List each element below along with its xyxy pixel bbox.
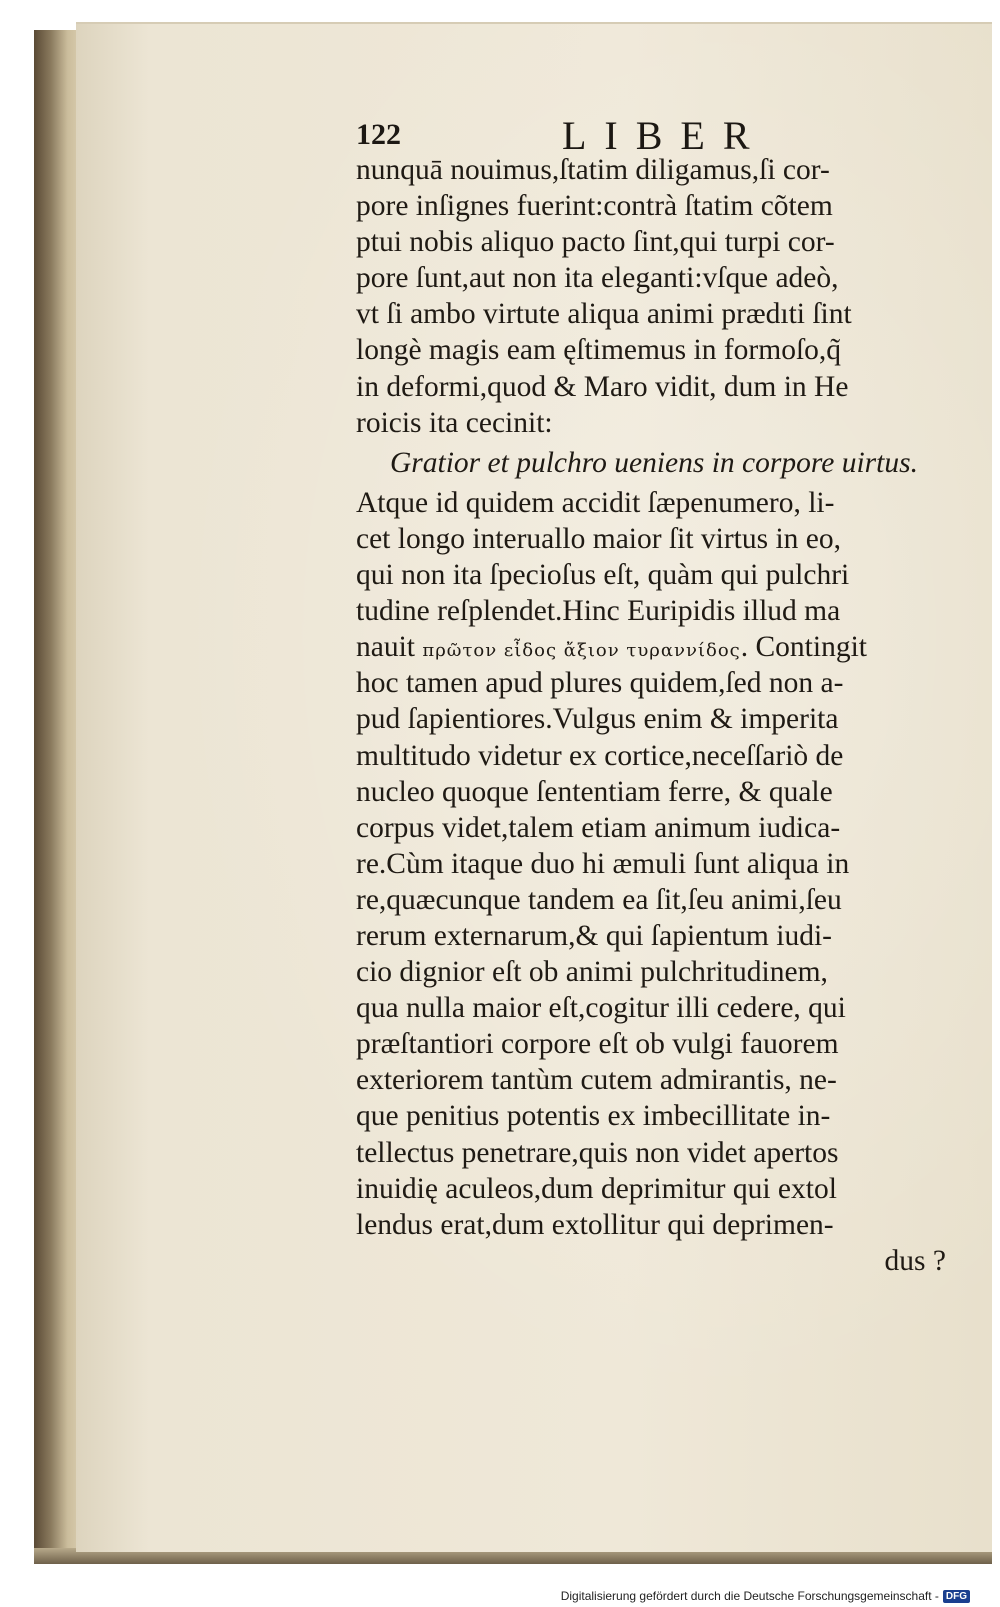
text-line: inuidię aculeos,dum deprimitur qui extol — [356, 1172, 837, 1205]
text-line: qui non ita ſpecioſus eſt, quàm qui pulchri — [356, 559, 850, 592]
text-line: pore inſignes fuerint:contrà ſtatim cõtem — [356, 190, 833, 223]
text-line: longè magis eam ęſtimemus in formoſo,q̃ — [356, 334, 842, 367]
text-line: rerum externarum,& qui ſapientum iudi- — [356, 919, 832, 952]
text-line: exteriorem tantùm cutem admirantis, ne- — [356, 1064, 837, 1097]
text-line: re,quæcunque tandem ea ſit,ſeu animi,ſeu — [356, 883, 842, 916]
footer-credit — [561, 1589, 970, 1603]
page-number: 122 — [356, 118, 401, 151]
text-line: vt ſi ambo virtute aliqua animi prædıti ſint — [356, 298, 852, 331]
greek-quotation-line — [356, 629, 956, 665]
text-line: in deformi,quod & Maro vidit, dum in He — [356, 370, 849, 403]
book-spine-edge — [34, 30, 82, 1558]
greek-line-prefix: nauit — [356, 631, 415, 664]
text-line: que penitius potentis ex imbecillitate in- — [356, 1100, 831, 1133]
credit-text: Digitalisierung gefördert durch die Deutsche Forschungsgemeinschaft - — [560, 1589, 939, 1603]
text-line: tellectus penetrare,quis non videt apertos — [356, 1136, 839, 1169]
greek-line-suffix: . Contingit — [740, 631, 867, 664]
text-line: ptui nobis aliquo pacto ſint,qui turpi cor- — [356, 226, 835, 259]
text-line: lendus erat,dum extollitur qui deprimen- — [356, 1208, 834, 1241]
text-block — [356, 152, 956, 1279]
dfg-logo: DFG — [943, 1590, 970, 1603]
text-line: qua nulla maior eſt,cogitur illi cedere, qui — [356, 992, 846, 1025]
text-line: cet longo interuallo maior ſit virtus in eo, — [356, 522, 842, 555]
text-line: nucleo quoque ſententiam ferre, & quale — [356, 775, 833, 808]
text-line: pore ſunt,aut non ita eleganti:vſque adeò, — [356, 262, 839, 295]
text-line: multitudo videtur ex cortice,neceſſariò de — [356, 739, 844, 772]
text-line: roicis ita cecinit: — [356, 406, 553, 439]
text-line: præſtantiori corpore eſt ob vulgi fauorem — [356, 1028, 839, 1061]
verse-quotation: Gratior et pulchro ueniens in corpore uirtus. — [390, 446, 918, 479]
text-line: hoc tamen apud plures quidem,ſed non a- — [356, 667, 844, 700]
text-line: Atque id quidem accidit ſæpenumero, li- — [356, 486, 835, 519]
text-line: tudine reſplendet.Hinc Euripidis illud ma — [356, 595, 841, 628]
catchword: dus ? — [884, 1244, 946, 1277]
text-line: corpus videt,talem etiam animum iudica- — [356, 811, 841, 844]
text-line: nunquā nouimus,ſtatim diligamus,ſi cor- — [356, 154, 830, 186]
text-line: cio dignior eſt ob animi pulchritudinem, — [356, 956, 828, 989]
running-title: LIBER — [562, 113, 768, 158]
text-line: pud ſapientiores.Vulgus enim & imperita — [356, 703, 839, 736]
greek-quotation: πρῶτον εἶδος ἄξιον τυραννίδος — [422, 640, 741, 662]
text-line: re.Cùm itaque duo hi æmuli ſunt aliqua in — [356, 847, 850, 880]
